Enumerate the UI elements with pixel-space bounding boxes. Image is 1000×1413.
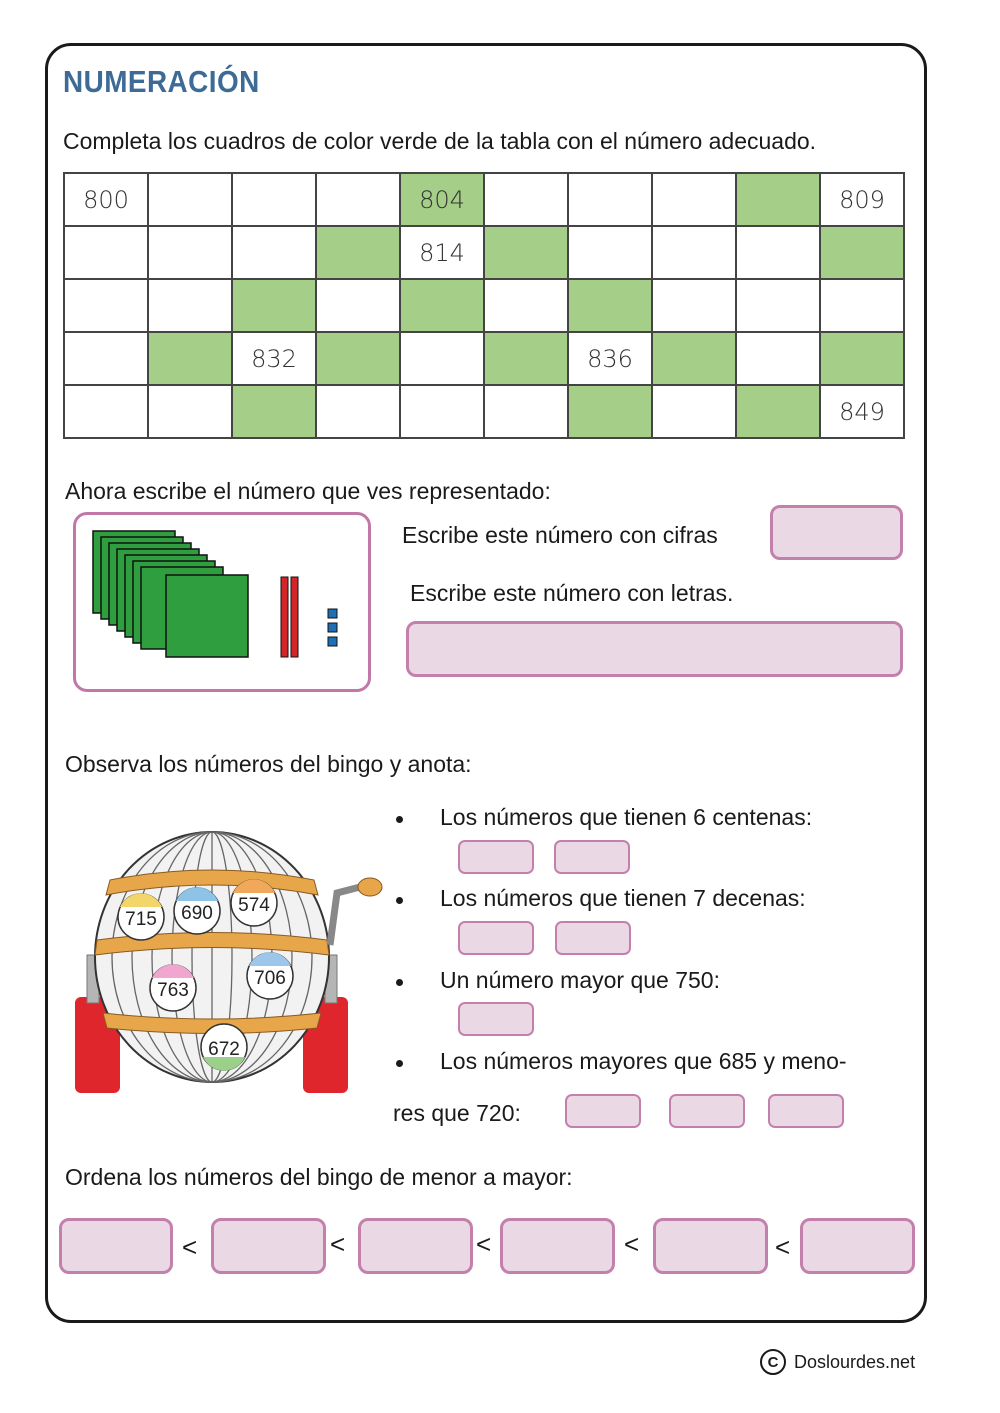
green-cell[interactable] xyxy=(736,173,820,226)
table-row xyxy=(64,226,904,279)
table-cell xyxy=(316,279,400,332)
table-cell: 832 xyxy=(232,332,316,385)
green-cell[interactable] xyxy=(568,385,652,438)
table-cell xyxy=(64,279,148,332)
bingo-ball xyxy=(201,1024,247,1071)
table-cell xyxy=(652,226,736,279)
table-cell xyxy=(64,385,148,438)
table-cell: 849 xyxy=(820,385,904,438)
table-cell xyxy=(652,385,736,438)
table-cell xyxy=(736,332,820,385)
table-row xyxy=(64,279,904,332)
bingo-ball-number: 715 xyxy=(125,909,157,930)
bingo-ball xyxy=(231,879,277,926)
green-cell[interactable] xyxy=(400,279,484,332)
hundreds-flats xyxy=(93,531,248,657)
table-cell: 809 xyxy=(820,173,904,226)
green-cell[interactable] xyxy=(820,226,904,279)
order-box-6[interactable] xyxy=(800,1218,915,1274)
table-cell xyxy=(316,385,400,438)
green-cell[interactable] xyxy=(820,332,904,385)
question-range-line1: Los números mayores que 685 y meno- xyxy=(440,1048,847,1074)
bingo-ball xyxy=(118,893,164,940)
table-row xyxy=(64,385,904,438)
green-cell[interactable] xyxy=(316,226,400,279)
table-cell xyxy=(484,173,568,226)
less-than-symbol: < xyxy=(330,1229,346,1259)
question-tens: Los números que tienen 7 decenas: xyxy=(440,885,806,911)
green-cell[interactable] xyxy=(568,279,652,332)
answer-box[interactable] xyxy=(555,921,631,955)
table-cell xyxy=(148,226,232,279)
order-box-1[interactable] xyxy=(59,1218,173,1274)
table-cell xyxy=(736,226,820,279)
table-cell xyxy=(652,173,736,226)
bingo-ball xyxy=(174,887,220,934)
table-row xyxy=(64,332,904,385)
answer-box[interactable] xyxy=(458,1002,534,1036)
digits-answer-box[interactable] xyxy=(770,505,903,560)
bingo-ball xyxy=(247,952,293,999)
green-cell[interactable] xyxy=(232,385,316,438)
question-greater-750: Un número mayor que 750: xyxy=(440,967,720,993)
bingo-ball-number: 690 xyxy=(181,903,213,924)
table-cell xyxy=(568,226,652,279)
table-cell xyxy=(400,385,484,438)
table-cell xyxy=(484,279,568,332)
table-cell xyxy=(64,332,148,385)
green-cell[interactable] xyxy=(652,332,736,385)
footer-credit xyxy=(760,1349,915,1375)
answer-box[interactable] xyxy=(554,840,630,874)
bingo-ball xyxy=(150,964,196,1011)
site-name[interactable]: Doslourdes.net xyxy=(794,1351,916,1372)
answer-box[interactable] xyxy=(565,1094,641,1128)
table-cell xyxy=(484,385,568,438)
table-cell: 836 xyxy=(568,332,652,385)
bingo-ball-number: 672 xyxy=(208,1039,240,1060)
green-cell[interactable] xyxy=(484,226,568,279)
table-row xyxy=(64,173,904,226)
table-cell: 814 xyxy=(400,226,484,279)
less-than-symbol: < xyxy=(182,1232,198,1262)
green-cell[interactable] xyxy=(316,332,400,385)
table-cell xyxy=(400,332,484,385)
tens-rods xyxy=(281,577,298,657)
bullet-icon xyxy=(396,979,403,986)
unit-cubes xyxy=(328,609,337,646)
green-cell[interactable] xyxy=(484,332,568,385)
table-cell: 800 xyxy=(64,173,148,226)
order-box-4[interactable] xyxy=(500,1218,615,1274)
order-instruction: Ordena los números del bingo de menor a mayor: xyxy=(65,1164,573,1190)
bingo-ball-number: 706 xyxy=(254,968,286,989)
bullet-icon xyxy=(396,897,403,904)
bingo-drum-illustration xyxy=(75,825,385,1100)
table-cell xyxy=(232,226,316,279)
representation-instruction: Ahora escribe el número que ves representado: xyxy=(65,478,551,504)
base-ten-blocks-panel xyxy=(73,512,371,692)
table-cell xyxy=(64,226,148,279)
green-cell[interactable] xyxy=(736,385,820,438)
table-cell xyxy=(316,173,400,226)
green-cell[interactable] xyxy=(148,332,232,385)
order-box-3[interactable] xyxy=(358,1218,473,1274)
bingo-ball-number: 574 xyxy=(238,895,270,916)
bullet-icon xyxy=(396,816,403,823)
table-instruction: Completa los cuadros de color verde de la tabla con el número adecuado. xyxy=(63,128,817,154)
bingo-instruction: Observa los números del bingo y anota: xyxy=(65,751,472,777)
answer-box[interactable] xyxy=(768,1094,844,1128)
less-than-symbol: < xyxy=(775,1232,791,1262)
table-cell xyxy=(148,279,232,332)
copyright-icon: C xyxy=(760,1349,786,1375)
table-cell xyxy=(232,173,316,226)
base-ten-blocks-illustration xyxy=(76,515,368,689)
answer-box[interactable] xyxy=(458,840,534,874)
answer-box[interactable] xyxy=(669,1094,745,1128)
letters-label: Escribe este número con letras. xyxy=(410,580,734,606)
table-cell xyxy=(820,279,904,332)
answer-box[interactable] xyxy=(458,921,534,955)
table-cell xyxy=(652,279,736,332)
question-hundreds: Los números que tienen 6 centenas: xyxy=(440,804,813,830)
bingo-ball-number: 763 xyxy=(157,980,189,1001)
order-box-5[interactable] xyxy=(653,1218,768,1274)
table-cell xyxy=(568,173,652,226)
number-table xyxy=(63,172,905,439)
order-box-2[interactable] xyxy=(211,1218,326,1274)
page-title: NUMERACIÓN xyxy=(63,64,260,99)
digits-label: Escribe este número con cifras xyxy=(402,522,718,548)
green-cell[interactable] xyxy=(232,279,316,332)
question-range-line2: res que 720: xyxy=(393,1100,521,1126)
letters-answer-box[interactable] xyxy=(406,621,903,677)
table-cell xyxy=(148,385,232,438)
less-than-symbol: < xyxy=(624,1229,640,1259)
less-than-symbol: < xyxy=(476,1229,492,1259)
table-cell xyxy=(148,173,232,226)
green-cell[interactable]: 804 xyxy=(400,173,484,226)
bullet-icon xyxy=(396,1060,403,1067)
table-cell xyxy=(736,279,820,332)
